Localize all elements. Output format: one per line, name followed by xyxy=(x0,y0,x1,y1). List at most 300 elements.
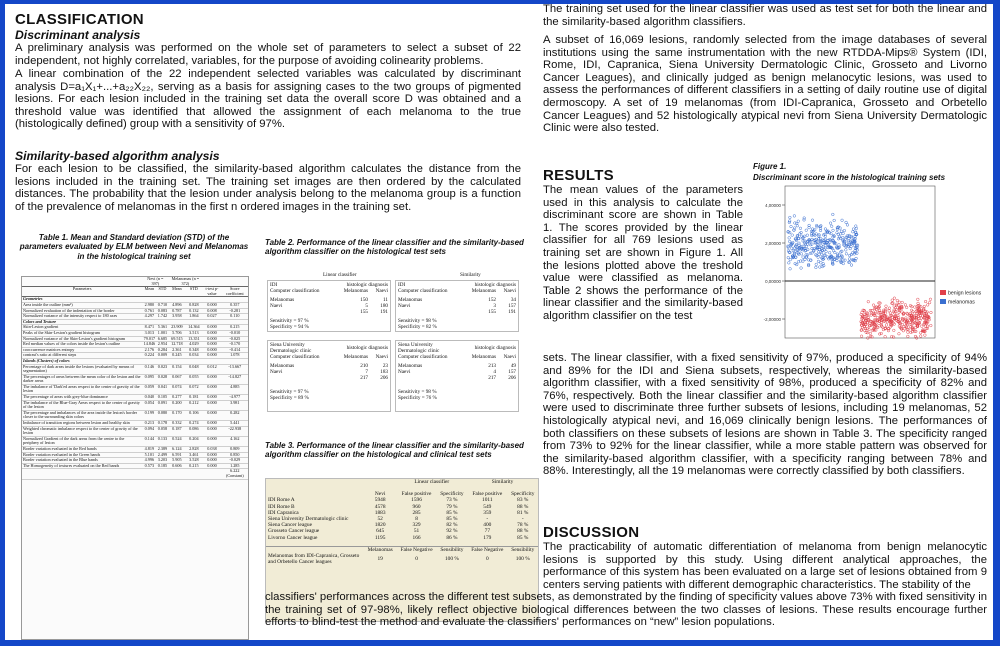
table1-cell: 3.513 xyxy=(185,330,202,336)
table2-footer: Specificity = 76 % xyxy=(398,395,437,401)
table3-cell: 1820 xyxy=(374,522,386,529)
table2-column-header: Naevi xyxy=(503,288,516,294)
table2-column-header: Naevi xyxy=(375,354,388,360)
table2-column-header: Melanomas xyxy=(471,354,496,360)
table1-cell: 0.850 xyxy=(222,452,248,458)
table3-cell: Siena Cancer league xyxy=(268,522,313,529)
table1-cell: 0.000 xyxy=(202,336,221,342)
table2-cell: 5 xyxy=(365,303,368,309)
table1-cell: 0.000 xyxy=(202,325,221,331)
table1-cell: 0.181 xyxy=(185,395,202,401)
table1-cell: 6.124 xyxy=(168,447,185,453)
table1-cell: 0.224 xyxy=(142,353,156,359)
table1-cell: Weighted chromatic imbalance respect to the center of gravity of the lesion xyxy=(22,426,142,436)
table2-column-header: Melanomas xyxy=(471,288,496,294)
table1-cell: 3.203 xyxy=(157,457,168,463)
table2-panel-title-right: histologic diagnosis xyxy=(346,282,388,288)
table1-cell: 0.710 xyxy=(157,301,168,307)
table1-cell: 4.297 xyxy=(142,314,156,320)
table2-cell: 4 xyxy=(493,369,496,375)
table1-cell: 0.828 xyxy=(185,302,202,308)
table2-cell: 157 xyxy=(508,303,516,309)
table1-cell: 0.027 xyxy=(202,314,221,320)
table1-cell: 0.357 xyxy=(222,302,248,308)
table2-panel xyxy=(395,340,519,412)
table1-column-header: t-test p-value xyxy=(202,287,221,297)
table1-cell: 5.361 xyxy=(157,324,168,330)
table1-cell: 0.009 xyxy=(157,352,168,358)
table3-cell: 52 xyxy=(377,516,383,523)
table2-cell: 191 xyxy=(508,309,516,315)
table1-row xyxy=(22,374,248,384)
table1-column-header: STD xyxy=(156,287,168,297)
table1-row xyxy=(22,400,248,410)
table1-cell: cooccurrence matrices entropy xyxy=(22,347,142,353)
discussion-text-full: classifiers' performances across the different test subsets, as demonstrated by the finding of specificity values above 73% with fixed sensitivity in the training set of 97-98%, likely reflect objective biological differences between the two classes of lesions. These results encourage further efforts to blind-test the method and evaluate the classifiers' performances on “new” lesion populations. xyxy=(265,591,987,629)
table1-cell: 69.515 xyxy=(168,336,185,342)
table3-column-header: Sensibility xyxy=(511,546,535,553)
table1-cell: 79.017 xyxy=(143,335,156,341)
table1-cell: Normalized variance of the Skin-Lesion's gradient histogram xyxy=(22,336,142,342)
table3-cell: 166 xyxy=(412,534,421,541)
table1-cell: Normalized variance of the intensity respect to 180 axes xyxy=(22,314,142,320)
table1-row xyxy=(22,426,248,436)
table1-cell: -0.281 xyxy=(222,308,248,314)
table2-panel xyxy=(395,280,519,332)
table1-cell: 0.000 xyxy=(202,463,221,469)
table3-cell: IDI Rome A xyxy=(268,497,295,504)
table2-cell: Melanomas xyxy=(270,363,295,369)
table1-cell: 0.213 xyxy=(142,421,156,427)
table1-cell: 0.059 xyxy=(142,384,156,394)
y-tick-label: 2,00000 xyxy=(765,241,781,246)
table2-panel-title: IDI xyxy=(270,282,278,288)
table3-cell: 100 % xyxy=(444,556,459,563)
table1-cell: 0.034 xyxy=(185,353,202,359)
table3-cell: 88 % xyxy=(517,528,529,535)
table1-cell: 0.000 xyxy=(202,395,221,401)
table1-row xyxy=(22,436,248,446)
table3-cell: 179 xyxy=(483,534,492,541)
table1-cell: Skin-Lesion gradient xyxy=(22,325,142,331)
table2-column-header: Computer classification xyxy=(398,288,448,294)
table1-cell: 0.274 xyxy=(185,421,202,427)
table3-cell: Livorno Cancer league xyxy=(268,534,318,541)
table1-cell: 0.023 xyxy=(156,364,168,374)
table2-cell: 152 xyxy=(488,297,496,303)
table1-cell: 3.981 xyxy=(222,400,248,410)
table1-cell: 0.606 xyxy=(168,463,185,469)
table2-column-header: Melanomas xyxy=(343,354,368,360)
table3-cell: 400 xyxy=(483,522,492,529)
table1-cell xyxy=(22,469,142,479)
table1-cell: 5.905 xyxy=(168,458,185,464)
table1-cell: 0.040 xyxy=(142,395,156,401)
table1-cell: -0.029 xyxy=(222,458,248,464)
table3-cell: - xyxy=(521,516,524,523)
legend-label-melanoma: melanomas xyxy=(948,299,975,306)
table2-panel xyxy=(267,340,391,412)
table1-cell: 0.038 xyxy=(202,447,221,453)
subset-text: A subset of 16,069 lesions, randomly selected from the image databases of several institutions using the same instrumentation with the new RTDDA-Mips® System (IDI, Rome, IDI, Capranica, Siena University Dermatologic Clinic, Grosseto and Livorno Cancer Leagues), and clinically judged as benign melanocytic lesions, was used to assess the performances of different classifiers in a setting of daily routine use of digital dermoscopy. A set of 19 melanomas (from IDI-Capranica, Grosseto and Orbetello Cancer Leagues) and 52 histologically atypical nevi from Siena University Dermatologic Clinic were also tested. xyxy=(543,34,987,135)
table1-cell: 0.146 xyxy=(142,364,156,374)
table1-cell: 3.528 xyxy=(185,458,202,464)
table1-group-label: Islands (Clusters) of colors xyxy=(22,358,248,364)
similarity-heading: Similarity-based algorithm analysis xyxy=(15,149,220,163)
table3-cell: 8 xyxy=(415,516,418,523)
table1-row xyxy=(22,364,248,374)
table1-cell: 0.215 xyxy=(185,463,202,469)
table1-cell: 0.277 xyxy=(168,395,185,401)
table1-cell: 4.819 xyxy=(142,447,156,453)
table1-cell: 1.742 xyxy=(157,313,168,319)
table3-column-header: False Negative xyxy=(471,546,504,553)
test-set-text: The training set used for the linear classifier was used as test set for both the linear and the similarity-based algorithm classifiers. xyxy=(543,4,987,28)
table1-group-label: Geometries xyxy=(22,297,248,303)
legend-label-benign: benign lesions xyxy=(948,290,982,297)
table1-cell xyxy=(185,469,202,479)
results-heading: RESULTS xyxy=(543,167,614,184)
table3-column-header: False Negative xyxy=(400,546,433,553)
table2-panel-title-right: histologic diagnosis xyxy=(346,345,388,351)
table1-cell: 0.000 xyxy=(202,436,221,446)
table3-column-header: Melanomas xyxy=(367,546,393,553)
table1-cell: 1.285 xyxy=(222,463,248,469)
table3-cell: 1011 xyxy=(482,497,493,504)
table3-cell: 329 xyxy=(412,522,421,529)
table3-cell: IDI Rome B xyxy=(268,503,295,510)
table1-cell: 0.000 xyxy=(202,330,221,336)
table3-cell: 85 % xyxy=(517,534,529,541)
table3-group-linear: Linear classifier xyxy=(414,479,450,485)
table2-cell: 150 xyxy=(360,297,368,303)
table1-cell: 0.332 xyxy=(168,421,185,427)
table3-cell: 51 xyxy=(413,528,420,535)
table1-cell: Normalized evaluation of the indentation of the border xyxy=(22,308,142,314)
table1-cell: 0.154 xyxy=(168,364,185,374)
table1-cell: 2.980 xyxy=(142,302,156,308)
poster-sheet xyxy=(5,4,993,640)
table3-cell: 79 % xyxy=(446,503,458,510)
table1-cell: 0.133 xyxy=(156,436,168,446)
table2-cell: 217 xyxy=(488,375,496,381)
table2-footer: Sensitivity = 97 % xyxy=(270,318,309,324)
table2-cell: 217 xyxy=(360,375,368,381)
table1-cell: 0.000 xyxy=(202,426,221,436)
table1-row xyxy=(22,410,248,420)
table1-cell: 0.000 xyxy=(202,384,221,394)
table2-footer: Specificity = 89 % xyxy=(270,395,309,401)
discriminant-text-2: A linear combination of the 22 independent selected variables was calculated by discriminant analysis D=a₁X₁+...+a₂₂X₂₂, serving as a basis for assigning cases to the two groups of pigmented lesions. For each lesion included in the training set data the overall score D was obtained and a threshold value was identified that allowed the assignment of each melanoma to the true (histologically defined) group with a sensitivity of 97%. xyxy=(15,68,521,131)
table1-cell: 6.591 xyxy=(168,452,185,458)
table2-cell: 34 xyxy=(510,297,516,303)
table2-column-header: Computer classification xyxy=(270,288,320,294)
discriminant-text-1: A preliminary analysis was performed on the whole set of parameters to select a subset of 22 independent, not highly correlated, variables, for the purpose of avoiding colinearity problems. xyxy=(15,42,521,67)
figure1-svg xyxy=(753,182,989,344)
table1-cell: 3.461 xyxy=(185,452,202,458)
table1-cell: 0.028 xyxy=(156,374,168,384)
table2-cell: 23 xyxy=(382,363,388,369)
table2-header-linear: Linear classifier xyxy=(323,272,357,278)
y-tick-label: 0,00000 xyxy=(765,279,781,284)
table1-cell: 0.094 xyxy=(142,426,156,436)
table1-column-header: STD xyxy=(185,287,202,297)
table3-cell: 4578 xyxy=(374,503,386,510)
table1-cell: 0.212 xyxy=(185,400,202,410)
table2-column-header: Naevi xyxy=(375,288,388,294)
table1-cell: 0.573 xyxy=(142,463,156,469)
table3-cell: 82 % xyxy=(446,522,458,529)
table2-footer: Sensitivity = 98 % xyxy=(398,389,437,395)
table1-cell: 0.524 xyxy=(168,436,185,446)
table3-group-similarity: Similarity xyxy=(491,479,514,485)
discriminant-heading: Discriminant analysis xyxy=(15,28,141,42)
table3-cell: Grosseto Cancer league xyxy=(268,528,320,535)
table1-cell: 0.012 xyxy=(202,364,221,374)
table3-cell: 359 xyxy=(483,509,492,516)
discussion-heading: DISCUSSION xyxy=(543,524,640,541)
table3-cell: 85 % xyxy=(446,509,458,516)
table1-cell: 0.787 xyxy=(168,308,185,314)
table3-column-header: False positive xyxy=(472,491,503,498)
table1-cell: 0.000 xyxy=(202,374,221,384)
table2-cell: Naevi xyxy=(398,303,411,309)
table3-cell: 85 % xyxy=(446,516,458,523)
table1-cell: 2.389 xyxy=(157,446,168,451)
table3-column-header: Sensibility xyxy=(440,546,464,553)
table1-cell: The imbalance of the Blue-Gray Areas respect to the center of gravity of the lesion xyxy=(22,400,142,410)
table2-panel-title: Siena University Dermatologic clinic xyxy=(398,342,440,354)
table1-cell: 0.215 xyxy=(222,325,248,331)
table1-cell: -13.667 xyxy=(222,364,248,374)
table1-cell: 0.000 xyxy=(202,410,221,420)
table1-cell: 3.958 xyxy=(168,314,185,320)
table2-cell: 49 xyxy=(510,363,516,369)
table1-column-header: Mean xyxy=(168,287,185,297)
table1-cell: 0.095 xyxy=(142,374,156,384)
table1-cell: The percentage of areas with grey-blue dominance xyxy=(22,395,142,401)
table1-cell: -4.977 xyxy=(222,395,248,401)
table3-column-header: False positive xyxy=(401,491,432,498)
table1-cell: 23.909 xyxy=(168,325,185,331)
table3-column-header: Specificity xyxy=(511,491,535,498)
table1-cell: Normalized Gradient of the dark areas from the centre to the periphery of lesion xyxy=(22,436,142,446)
table1-cell: 6.685 xyxy=(157,335,168,341)
table2-panel xyxy=(267,280,391,332)
table1-cell: -0.170 xyxy=(222,342,248,348)
legend-swatch-benign xyxy=(940,290,946,295)
table1-cell: 2.828 xyxy=(185,447,202,453)
table1 xyxy=(21,276,249,640)
table1-cell: 2.954 xyxy=(157,341,168,347)
table3-cell: 100 % xyxy=(515,556,530,563)
table1-cell: Imbalance of transition regions between lesion and healthy skin xyxy=(22,421,142,427)
table2-cell: 213 xyxy=(488,363,496,369)
table1-cell: 0.185 xyxy=(157,462,168,468)
table3-column-header: Specificity xyxy=(440,491,464,498)
table2-cell: Melanomas xyxy=(398,297,423,303)
results-text-narrow: The mean values of the parameters used in this analysis to calculate the discriminant score are shown in Table 1. The scores provided by the linear classifier for all 769 lesions used as training set are shown in Figure 1. All the lesions plotted above the treshold value were classified as melanoma. Table 2 shows the performance of the linear classifier and the similarity-based algorithm classifier on the test xyxy=(543,184,743,322)
table1-cell: 4.885 xyxy=(222,384,248,394)
table1-cell: 0.000 xyxy=(202,452,221,458)
table2-cell: 11 xyxy=(383,297,388,303)
table3-cell: 1195 xyxy=(374,534,386,541)
table1-cell: 4.029 xyxy=(185,342,202,348)
table1-column-header: Mean xyxy=(142,287,156,297)
table1-cell: 0.067 xyxy=(168,374,185,384)
table1-cell: 0.058 xyxy=(156,426,168,436)
table1-cell: 5.441 xyxy=(222,421,248,427)
table2-cell: 206 xyxy=(380,375,388,381)
table1-row xyxy=(22,469,248,479)
table2-panel-title-right: histologic diagnosis xyxy=(474,282,516,288)
figure1-title: Discriminant score in the histological training sets xyxy=(753,173,946,182)
table2-panel-title: Siena University Dermatologic clinic xyxy=(270,342,312,354)
table2-panel-title-right: histologic diagnosis xyxy=(474,345,516,351)
table2-header-similarity: Similarity xyxy=(460,272,481,278)
table1-cell: 2.176 xyxy=(142,347,156,353)
table2-cell: 157 xyxy=(508,369,516,375)
table1-cell: 8.471 xyxy=(142,325,156,331)
table3-cell: IDI Capranica xyxy=(268,509,299,516)
table3-cell: Melanomas from IDI-Capranica, Grosseto and Orbetello Cancer leagues xyxy=(268,553,360,566)
table3-cell: 960 xyxy=(412,503,421,510)
table1-cell: 0.048 xyxy=(185,364,202,374)
table1-cell: Percentage of dark areas inside the lesions (evaluated by means of segmentation) xyxy=(22,364,142,374)
table2-cell: Melanomas xyxy=(270,297,295,303)
y-tick-label: 4,00000 xyxy=(765,203,781,208)
table2-cell: Naevi xyxy=(270,369,283,375)
table3-cell: 5948 xyxy=(374,497,386,504)
table1-cell: contrast's ratio at different steps xyxy=(22,353,142,359)
table1-cell: 2.361 xyxy=(168,347,185,353)
table1-cell: 0.761 xyxy=(142,308,156,314)
table1-cell: 1.078 xyxy=(222,353,248,359)
table1-cell: The percentages of areas between the mean color of the lesion and the darker areas xyxy=(23,373,141,384)
table2-column-header: Naevi xyxy=(503,354,516,360)
table2-cell: 155 xyxy=(360,309,368,315)
table1-group-melanomas: Melanomas (n = 372) xyxy=(168,277,202,287)
table1-cell: 0.072 xyxy=(185,384,202,394)
table1-cell xyxy=(156,469,168,479)
table3-cell: 1596 xyxy=(411,497,422,504)
table1-cell: -14.827 xyxy=(222,374,248,384)
table1-cell: 0.000 xyxy=(202,353,221,359)
table1-cell: 0.178 xyxy=(157,420,168,426)
table1-cell: 0.000 xyxy=(202,302,221,308)
table1-cell: 0.086 xyxy=(185,426,202,436)
table2-cell: 183 xyxy=(380,369,388,375)
table2-cell: 210 xyxy=(360,363,368,369)
table2-column-header: Computer classification xyxy=(270,354,320,360)
table1-cell: 14.364 xyxy=(185,325,202,331)
table1-cell: 0.000 xyxy=(202,342,221,348)
table1-cell: 0.132 xyxy=(185,308,202,314)
table2-cell: 180 xyxy=(380,303,388,309)
table1-cell: 0.008 xyxy=(202,308,221,314)
table1-cell: 5.706 xyxy=(168,330,185,336)
table1-cell: 3.013 xyxy=(142,330,156,336)
table1-column-header: Parameters xyxy=(22,287,142,297)
table1-cell xyxy=(168,469,185,479)
table3-cell: Siena University Dermatologic clinic xyxy=(268,516,349,523)
table1-cell: 1.864 xyxy=(185,314,202,320)
table2-cell: 191 xyxy=(380,309,388,315)
table3-cell: 645 xyxy=(376,528,385,535)
table2-footer: Sensitivity = 98 % xyxy=(398,318,437,324)
table1-cell: 0.348 xyxy=(185,347,202,353)
table1-cell: 0.809 xyxy=(222,447,248,453)
table1-cell: Peaks of the Skin-Lesion's gradient histogram xyxy=(22,330,142,336)
table1-cell: The imbalance of 'Dark'ed areas respect to the center of gravity of the lesion xyxy=(22,384,142,394)
figure1-label: Figure 1. xyxy=(753,162,787,171)
table1-cell: 2.499 xyxy=(157,451,168,457)
table3-cell: 73 % xyxy=(446,497,458,504)
table1-cell: 0.245 xyxy=(168,353,185,359)
table1-cell: Border variation evaluated in the Blue bands xyxy=(22,458,142,464)
table1-cell: 0.000 xyxy=(202,421,221,427)
table1-cell: 0.000 xyxy=(202,347,221,353)
legend-swatch-melanoma xyxy=(940,299,946,304)
table1-cell: 0.284 xyxy=(157,346,168,352)
table3-cell: 19 xyxy=(377,556,383,563)
table1-cell: -0.414 xyxy=(222,347,248,353)
table1-column-header: Score coefficient xyxy=(222,287,248,297)
table1-cell: 0.106 xyxy=(185,410,202,420)
table3-cell: 0 xyxy=(415,556,418,563)
results-text-wide: sets. The linear classifier, with a fixed sensitivity of 97%, produced a specificity of 94% and 89% for the IDI and Siena subsets, respectively, whereas the similarity-based algorithm classifier, with a fixed sensitivity of 98%, produced a specificity of 82% and 76%, respectively. Both the linear classifier and the similarity-based algorithm classifier were used to discriminate three further subsets of lesions, including 19 melanomas, 52 histologically atypical nevi, and 16,069 clinically benign lesions. The performances of both classifiers on these subsets of lesions are shown in Table 3. The specificity ranged from 73% to 92% for the linear classifier, while a more stable pattern was observed for the similarity-based algorithm classifier, with a specificity ranging between 78% and 88%. Interestingly, all the 19 melanomas were correctly classified by both classifiers. xyxy=(543,352,987,478)
table1-cell: 1.001 xyxy=(157,329,168,335)
table1-cell: Red median values of the colors inside the lesion's outline xyxy=(22,342,142,348)
table3-cell: 83 % xyxy=(517,497,529,504)
table3-cell: 285 xyxy=(412,509,421,516)
table2-cell: 206 xyxy=(508,375,516,381)
table1-cell: 12.718 xyxy=(168,342,185,348)
table1-cell: 0.204 xyxy=(185,436,202,446)
table3-cell: 1883 xyxy=(374,509,386,516)
table2-footer: Specificity = 94 % xyxy=(270,324,309,330)
table3-cell: 78 % xyxy=(517,522,529,529)
table3-cell: 86 % xyxy=(446,534,458,541)
table1-group-label: Colors and Texture xyxy=(22,319,248,325)
table1-cell: 4.996 xyxy=(142,458,156,464)
table1-cell: 0.083 xyxy=(157,307,168,313)
table2-cell: 3 xyxy=(493,303,496,309)
table1-cell: Border variation evaluated in the Red bands xyxy=(22,447,142,453)
table3-column-header: Nevi xyxy=(374,491,386,498)
figure1-chart xyxy=(753,182,989,344)
table2-caption: Table 2. Performance of the linear classifier and the similarity-based algorithm classifier on the histological test sets xyxy=(265,238,524,257)
table3-caption: Table 3. Performance of the linear classifier and the similarity-based algorithm classifier on the histological and clinical test sets xyxy=(265,441,524,460)
table2-column-header: Melanomas xyxy=(343,288,368,294)
table1-cell: 0.282 xyxy=(222,410,248,420)
table1-cell: 0.110 xyxy=(222,314,248,320)
table1-cell: 0.080 xyxy=(156,410,168,420)
discussion-text-right: The practicability of automatic differentiation of melanoma from benign melanocytic lesions is supported by this study. Using different analytical approaches, the performance of this system has been evaluated on a large set of lesions obtained from 9 centers serving patients with different demographic characteristics. The stability of the xyxy=(543,541,987,591)
table2-cell: Naevi xyxy=(398,369,411,375)
table2-panel-title: IDI xyxy=(398,282,406,288)
table2-footer: Specificity = 82 % xyxy=(398,324,437,330)
table3-cell: 92 % xyxy=(446,528,458,535)
table1-cell: 13.351 xyxy=(185,336,202,342)
table1-cell: 0.091 xyxy=(156,400,168,410)
table2-cell: 155 xyxy=(488,309,496,315)
table1-cell: 0.170 xyxy=(168,410,185,420)
table2-cell: 7 xyxy=(365,369,368,375)
y-tick-label: -2,00000 xyxy=(763,317,781,322)
table3-cell: 549 xyxy=(483,503,492,510)
table1-cell: The percentage and imbalances of the area inside the lesion's border closer to the surrounding skin colors xyxy=(22,410,142,420)
